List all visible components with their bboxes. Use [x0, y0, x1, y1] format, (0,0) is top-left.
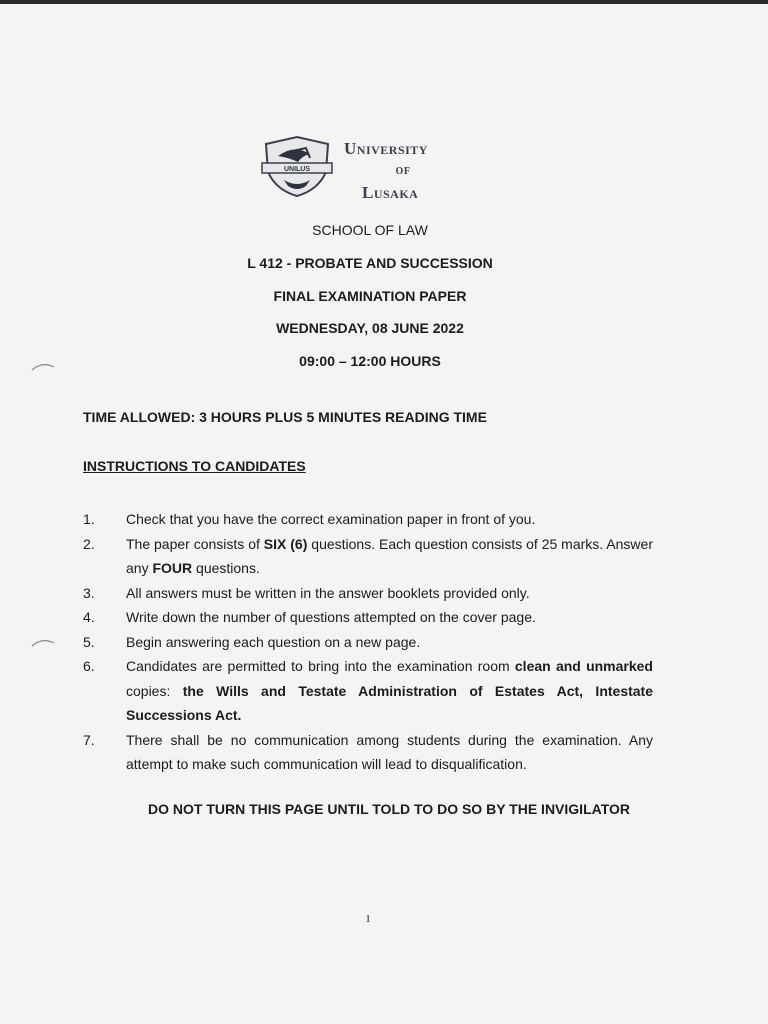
- instruction-number: 1.: [83, 511, 95, 527]
- paper-title: FINAL EXAMINATION PAPER: [273, 288, 467, 304]
- instruction-text: [126, 605, 653, 630]
- instruction-text-bold: clean and unmarked: [514, 658, 653, 674]
- instruction-number: 3.: [83, 584, 95, 601]
- exam-date: WEDNESDAY, 08 JUNE 2022: [276, 320, 464, 336]
- instructions-list: [83, 507, 653, 777]
- instruction-text-run: The paper consists of: [126, 535, 264, 552]
- instruction-text: [126, 654, 653, 728]
- instruction-item: [83, 654, 653, 728]
- school-name: SCHOOL OF LAW: [312, 222, 428, 238]
- instruction-text: [126, 507, 653, 532]
- instruction-text-run: All answers must be written in the answer booklets provided only.: [126, 584, 530, 601]
- instruction-item: [83, 728, 653, 777]
- instruction-item: [83, 532, 653, 581]
- university-name-line: University: [344, 139, 428, 158]
- instruction-text-run: Write down the number of questions attempted on the cover page.: [126, 609, 536, 625]
- logo-text: UNILUS: [283, 166, 311, 173]
- instruction-number: 2.: [83, 535, 95, 552]
- university-name: [340, 138, 466, 204]
- page-number: 1: [365, 913, 371, 925]
- time-allowed: TIME ALLOWED: 3 HOURS PLUS 5 MINUTES READING TIME: [83, 409, 487, 425]
- instruction-text-run: questions. Each question consists of 25 marks. Answer any: [126, 535, 653, 576]
- instruction-number: 7.: [83, 731, 95, 748]
- instruction-number: 5.: [83, 633, 95, 650]
- closing-notice: DO NOT TURN THIS PAGE UNTIL TOLD TO DO SO BY THE INVIGILATOR: [148, 801, 630, 817]
- instruction-text: [126, 581, 653, 606]
- instruction-item: [83, 605, 653, 630]
- instruction-item: [83, 630, 653, 655]
- instruction-text: [126, 728, 653, 777]
- instruction-item: [83, 581, 653, 606]
- university-name-line: Lusaka: [362, 183, 419, 202]
- instruction-text: [126, 532, 653, 581]
- instruction-text-run: Check that you have the correct examination paper in front of you.: [126, 511, 536, 527]
- university-crest-logo: [258, 134, 336, 200]
- instruction-number: 4.: [83, 609, 95, 625]
- instruction-number: 6.: [83, 658, 95, 674]
- instruction-text-bold: the Wills and Testate Administration of Estates Act, Intestate Successions Act.: [126, 682, 653, 723]
- instruction-text-run: questions.: [192, 560, 260, 576]
- exam-time: 09:00 – 12:00 HOURS: [299, 353, 441, 369]
- instruction-text-bold: SIX (6): [263, 535, 308, 552]
- instructions-heading: INSTRUCTIONS TO CANDIDATES: [83, 458, 306, 474]
- scan-top-edge: [0, 0, 768, 4]
- university-name-line: of: [395, 163, 411, 178]
- instruction-item: [83, 507, 653, 532]
- instruction-text-run: Begin answering each question on a new page.: [126, 633, 421, 650]
- instruction-text-run: There shall be no communication among students during the examination. Any attempt to make such communication will lead to disqualification.: [126, 731, 653, 772]
- punch-hole-mark: [30, 636, 56, 648]
- instruction-text: [126, 630, 653, 655]
- instruction-text-run: Candidates are permitted to bring into the examination room: [126, 658, 515, 674]
- instruction-text-bold: FOUR: [152, 560, 193, 576]
- course-title: L 412 - PROBATE AND SUCCESSION: [247, 255, 493, 271]
- instruction-text-run: copies:: [126, 682, 183, 699]
